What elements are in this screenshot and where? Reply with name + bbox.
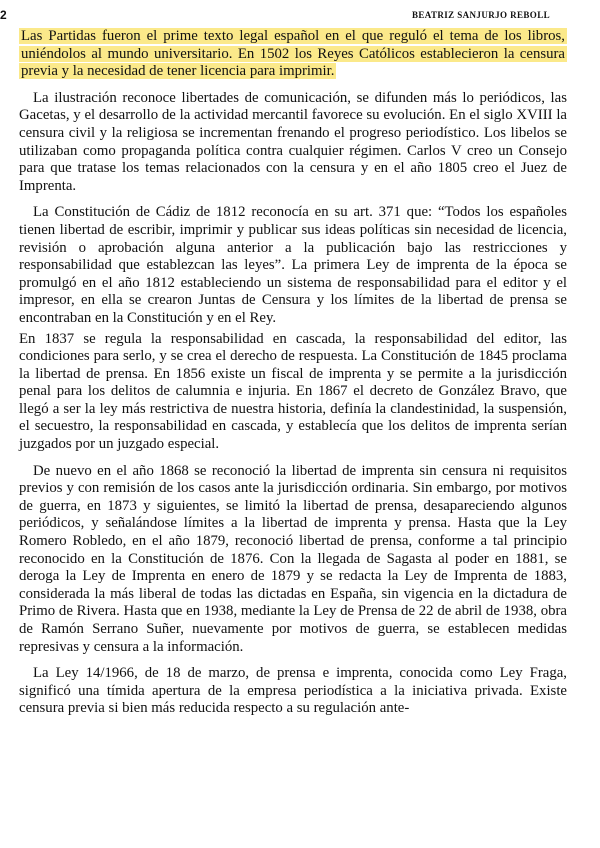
paragraph-ilustracion: La ilustración reconoce libertades de comunicación, se difunden más lo periódicos, las Gacetas, y el desarrollo de la actividad mercantil favorece su evolución. En el siglo XVIII la censura civil y la religiosa se incrementan frenando el progreso periodístico. Los libelos se utilizaban como propaganda política contra cualquier régimen. Carlos V creo un Consejo para que tratase los temas relacionados con la censura y en el año 1805 creo el Juez de Imprenta. [19, 89, 567, 194]
paragraph-ley-1966: La Ley 14/1966, de 18 de marzo, de prensa e imprenta, conocida como Ley Fraga, significó una tímida apertura de la empresa periodística a la iniciativa privada. Existe censura previa si bien más reducida respecto a su regulación ante- [19, 665, 567, 717]
page-number: 2 [0, 8, 7, 22]
paragraph-constitucion-cadiz: La Constitución de Cádiz de 1812 reconocía en su art. 371 que: “Todos los españoles tienen libertad de escribir, imprimir y publicar sus ideas políticas sin necesidad de licencia, revisión o aprobación alguna anterior a la publicación bajo las restricciones y responsabilidad que establezcan las leyes”. La primera Ley de imprenta de la época se promulgó en el año 1812 estableciendo un sistema de responsabilidad para el editor y el impresor, en ella se crearon Juntas de Censura y los límites de la libertad de prensa se encontraban en la Constitución y en el Rey. [19, 204, 567, 326]
body-text [19, 28, 567, 727]
highlighted-text: Las Partidas fueron el prime texto legal español en el que reguló el tema de los libros, uniéndolos al mundo universitario. En 1502 los Reyes Católicos establecieron la censura previa y la necesidad de tener licencia para imprimir. [21, 28, 565, 80]
paragraph-1868: De nuevo en el año 1868 se reconoció la libertad de imprenta sin censura ni requisitos previos y con remisión de los casos ante la jurisdicción ordinaria. Sin embargo, por motivos de guerra, en 1873 y siguientes, se limitó la libertad de prensa, desapareciendo algunos periódicos, y señalándose límites a la libertad de imprenta y prensa. Hasta que la Ley Romero Robledo, en el año 1879, reconoció libertad de prensa, conforme a tal principio reconocido en la Constitución de 1876. Con la llegada de Sagasta al poder en 1881, se deroga la Ley de Imprenta en enero de 1879 y se redacta la Ley de Imprenta de 1883, considerada la más liberal de todas las dictadas en España, sin vigencia en la dictadura de Primo de Rivera. Hasta que en 1938, mediante la Ley de Prensa de 22 de abril de 1938, obra de Ramón Serrano Suñer, nuevamente por motivos de guerra, se establecen medidas represivas y censura a la información. [19, 462, 567, 655]
running-header: BEATRIZ SANJURJO REBOLL [411, 10, 550, 20]
paragraph-1837: En 1837 se regula la responsabilidad en cascada, la responsabilidad del editor, las condiciones para serlo, y se crea el derecho de respuesta. La Constitución de 1845 proclama la libertad de prensa. En 1856 existe un fiscal de imprenta y se permite a la jurisdicción penal para los delitos de calumnia e injuria. En 1867 el decreto de González Bravo, que llegó a ser la ley más restrictiva de nuestra historia, definía la clandestinidad, la suspensión, el secuestro, la responsabilidad en cascada, y establecía que los delitos de imprenta serían juzgados por un juzgado especial. [19, 330, 567, 453]
paragraph-partidas [19, 28, 567, 81]
